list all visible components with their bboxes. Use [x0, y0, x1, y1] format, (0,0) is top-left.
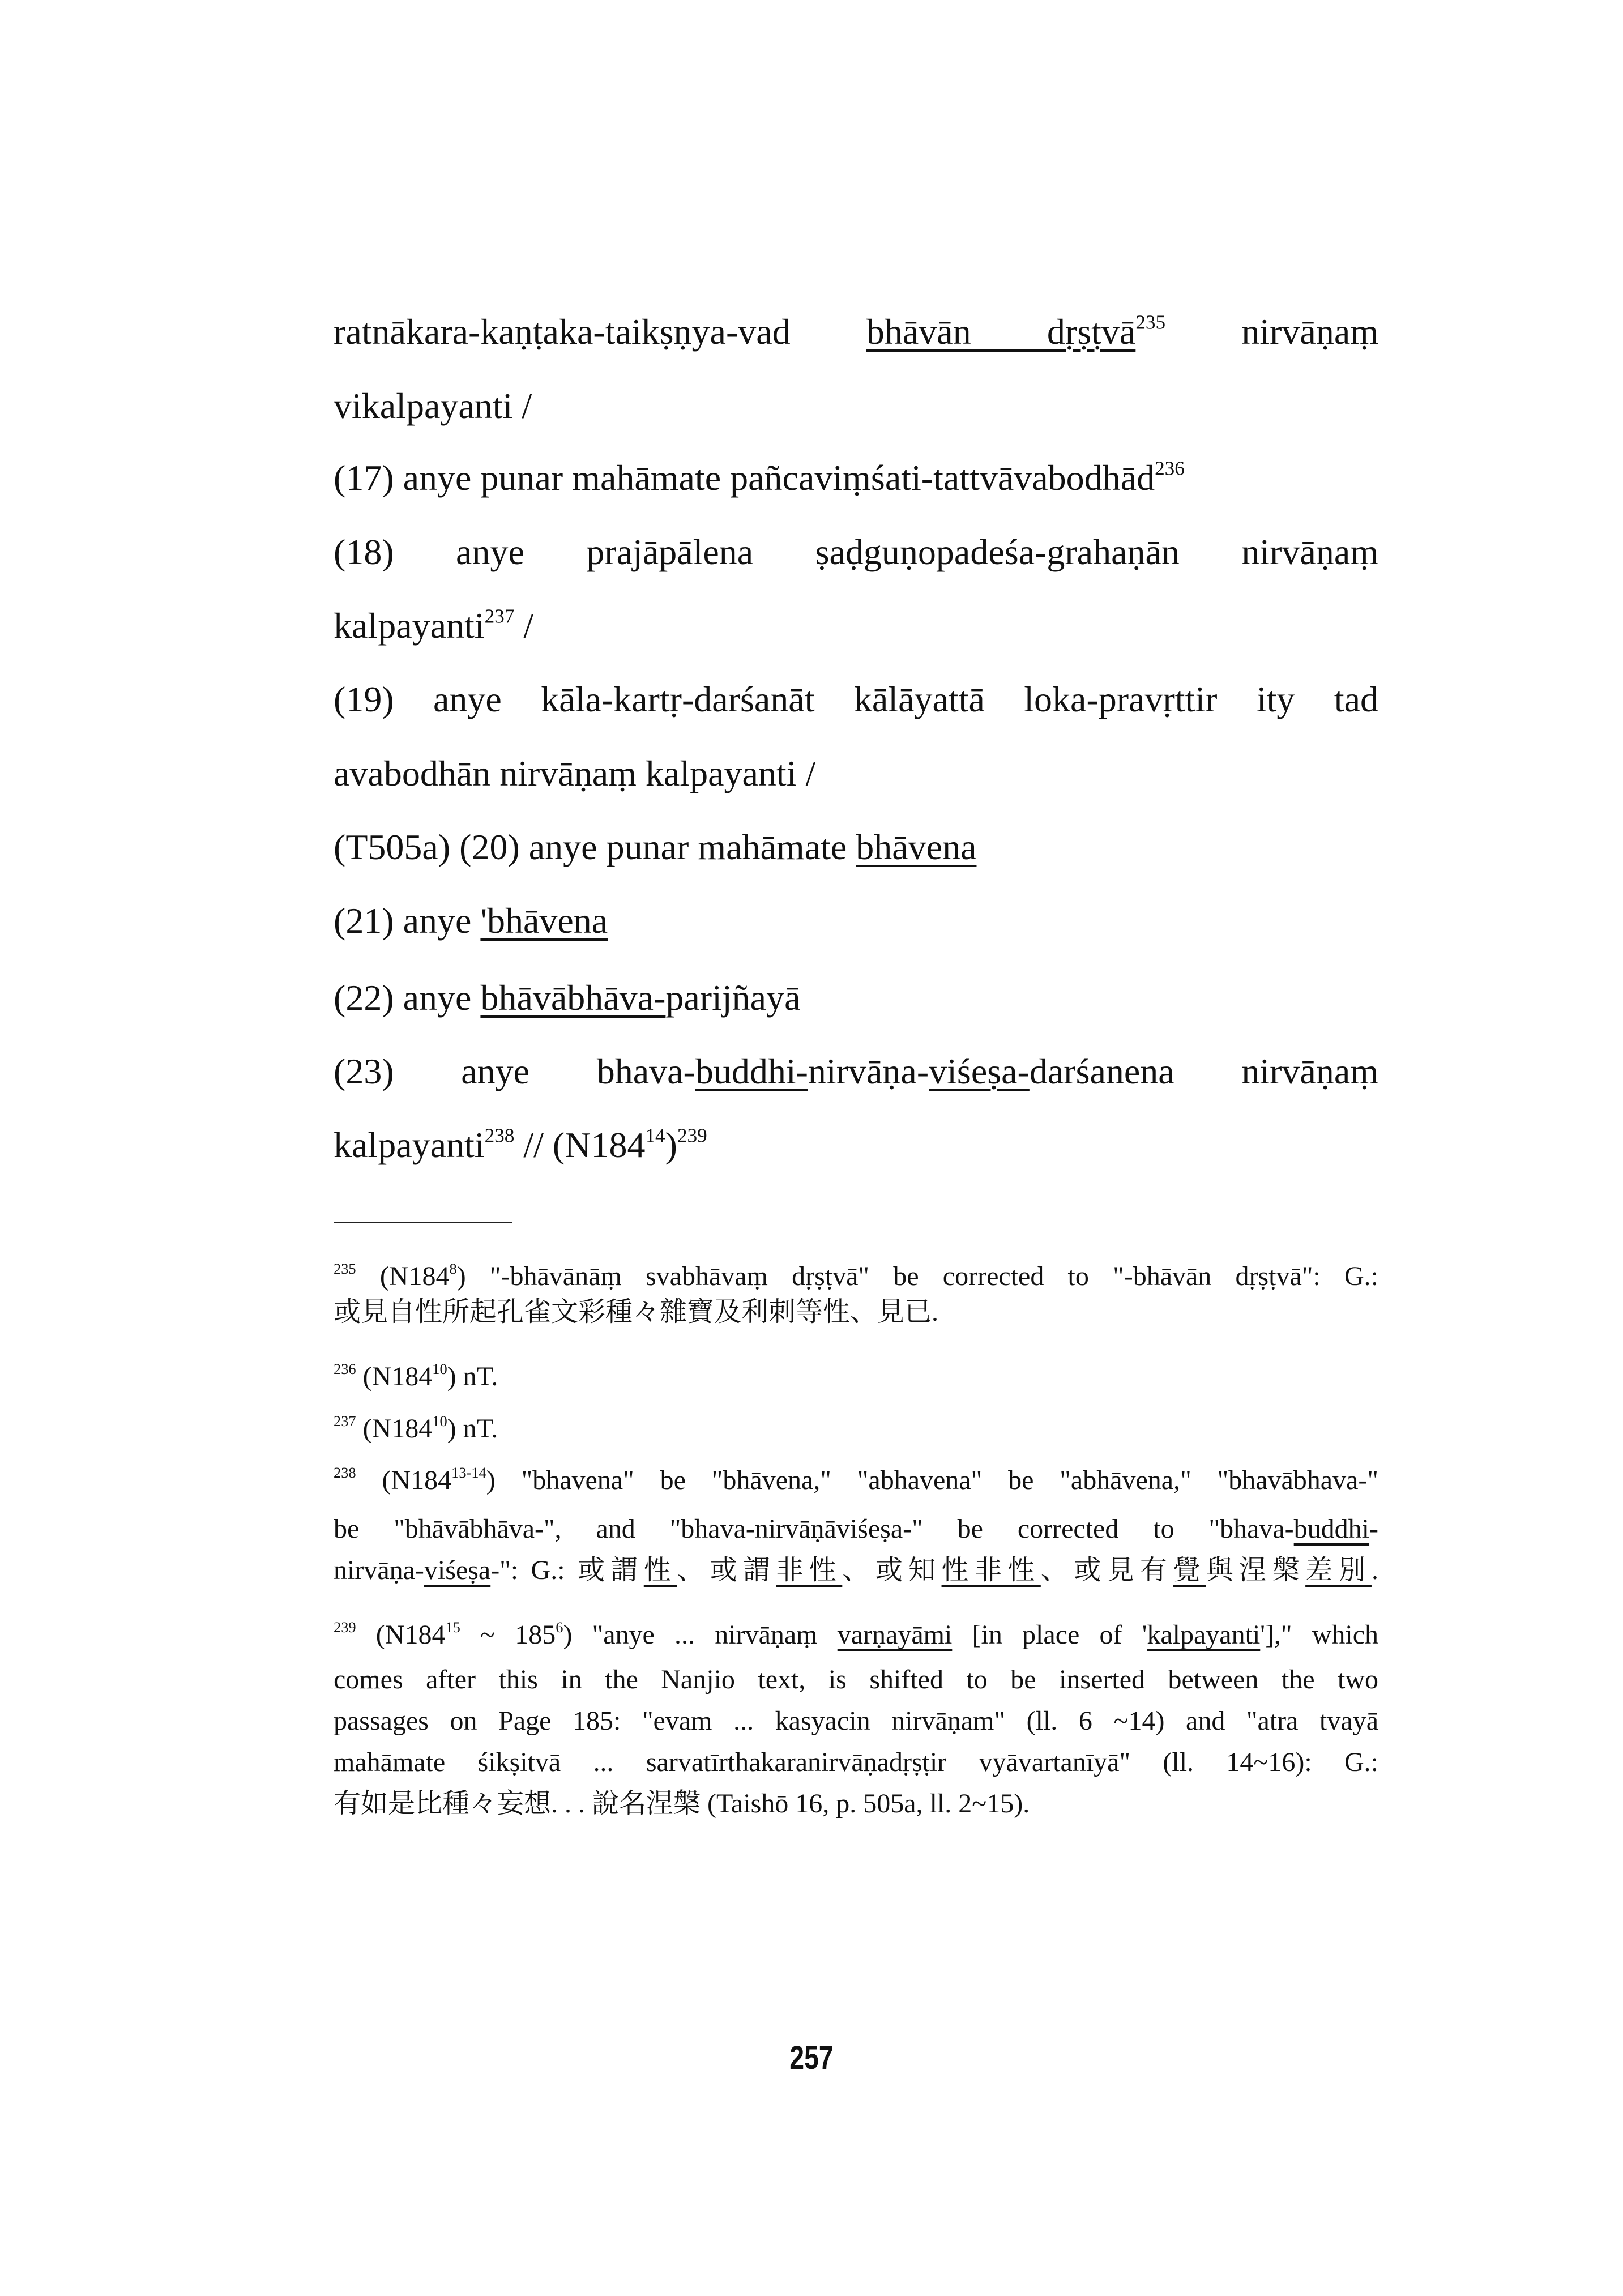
underlined-text: bhāvān dṛṣṭvā: [866, 311, 1136, 352]
text-segment: ) "anye ... nirvāṇaṃ: [563, 1620, 838, 1650]
underlined-text: bhāvena: [856, 827, 977, 867]
text-segment: passages on Page 185: "evam ... kasyacin nirvāṇam" (ll. 6 ~14) and "atra tvayā: [334, 1706, 1378, 1736]
main-text-line: [334, 1123, 1378, 1168]
footnote-line: [334, 1512, 1378, 1546]
main-text-line: [334, 383, 1378, 429]
main-text-line: [334, 975, 1378, 1021]
text-segment: ) "bhavena" be "bhāvena," "abhavena" be "abhāvena," "bhavābhava-": [486, 1465, 1378, 1495]
footnote-line: [334, 1618, 1378, 1652]
footnote-line: [334, 1704, 1378, 1738]
text-segment: 、或見有: [1040, 1555, 1173, 1585]
underlined-text: buddhi-: [695, 1051, 808, 1091]
superscript-reference: 15: [445, 1619, 460, 1636]
text-segment: 、或謂: [677, 1555, 776, 1585]
superscript-reference: 239: [334, 1619, 356, 1636]
footnote-line: [334, 1554, 1378, 1587]
main-text-line: [334, 455, 1378, 501]
text-segment: (19) anye kāla-kartṛ-darśanāt kālāyattā loka-pravṛttir ity tad: [334, 679, 1378, 719]
superscript-reference: 236: [1155, 457, 1185, 480]
underlined-text: 性: [643, 1555, 677, 1585]
main-text-line: [334, 530, 1378, 575]
superscript-reference: 235: [334, 1260, 356, 1278]
superscript-reference: 235: [1135, 311, 1166, 334]
superscript-reference: 10: [432, 1360, 447, 1378]
superscript-reference: 10: [432, 1412, 447, 1430]
underlined-text: 覺: [1173, 1555, 1206, 1585]
text-segment: nirvāṇa-: [808, 1051, 929, 1091]
text-segment: [in place of ': [952, 1620, 1147, 1650]
underlined-text: 'bhāvena: [480, 901, 608, 941]
superscript-reference: 238: [484, 1124, 515, 1147]
text-segment: darśanena nirvāṇaṃ: [1029, 1051, 1378, 1091]
main-text-line: [334, 309, 1378, 355]
text-segment: (N184: [356, 1465, 452, 1495]
text-segment: be "bhāvābhāva-", and "bhava-nirvāṇāviśeṣa-" be corrected to "bhava-: [334, 1514, 1294, 1544]
text-segment: (23) anye bhava-: [334, 1051, 695, 1091]
text-segment: mahāmate śikṣitvā ... sarvatīrthakaranirvāṇadṛṣṭir vyāvartanīyā" (ll. 14~16): G.:: [334, 1747, 1378, 1777]
text-segment: (22) anye: [334, 978, 481, 1018]
text-segment: kalpayanti: [334, 605, 485, 646]
text-segment: ) nT.: [447, 1362, 498, 1392]
underlined-text: viśeṣa-: [929, 1051, 1030, 1091]
superscript-reference: 237: [334, 1412, 356, 1430]
superscript-reference: 6: [556, 1619, 563, 1636]
underlined-text: viśeṣa: [424, 1555, 491, 1585]
text-segment: ) "-bhāvānāṃ svabhāvaṃ dṛṣṭvā" be corrected to "-bhāvān dṛṣṭvā": G.:: [456, 1261, 1378, 1291]
text-segment: ']," which: [1260, 1620, 1379, 1650]
text-segment: comes after this in the Nanjio text, is shifted to be inserted between the two: [334, 1665, 1378, 1695]
text-segment: -: [1369, 1514, 1378, 1544]
footnote-separator: [334, 1222, 512, 1223]
superscript-reference: 13-14: [451, 1464, 486, 1482]
underlined-text: buddhi: [1293, 1514, 1370, 1544]
superscript-reference: 239: [677, 1124, 707, 1147]
footnote-line: [334, 1787, 1378, 1821]
superscript-reference: 237: [484, 605, 515, 628]
footnote-line: [334, 1663, 1378, 1697]
underlined-text: 非性: [776, 1555, 843, 1585]
text-segment: (T505a) (20) anye punar mahāmate: [334, 827, 856, 867]
main-text-line: [334, 677, 1378, 722]
footnote-line: [334, 1295, 1378, 1329]
text-segment: // (N184: [514, 1125, 646, 1165]
text-segment: ratnākara-kaṇṭaka-taikṣṇya-vad: [334, 311, 866, 352]
underlined-text: varṇayāmi: [837, 1620, 953, 1650]
underlined-text: kalpayanti: [1147, 1620, 1261, 1650]
text-segment: (N184: [356, 1362, 433, 1392]
page-number: 257: [789, 2039, 834, 2076]
superscript-reference: 14: [645, 1124, 665, 1147]
text-segment: kalpayanti: [334, 1125, 485, 1165]
main-text-line: [334, 1049, 1378, 1094]
text-segment: (N184: [356, 1620, 446, 1650]
main-text-line: [334, 603, 1378, 648]
footnote-line: [334, 1260, 1378, 1294]
text-segment: ~ 185: [460, 1620, 556, 1650]
text-segment: (21) anye: [334, 901, 481, 941]
underlined-text: 差別: [1305, 1555, 1372, 1585]
text-segment: -": G.: 或謂: [490, 1555, 644, 1585]
text-segment: ): [665, 1125, 677, 1165]
text-segment: nirvāṇaṃ: [1165, 311, 1378, 352]
text-segment: nirvāṇa-: [334, 1555, 424, 1585]
underlined-text: bhāvābhāva-: [480, 978, 666, 1018]
superscript-reference: 8: [449, 1260, 457, 1278]
main-text-line: [334, 825, 1378, 870]
main-text-line: [334, 898, 1378, 944]
text-segment: avabodhān nirvāṇaṃ kalpayanti /: [334, 753, 816, 793]
text-segment: (N184: [356, 1261, 450, 1291]
text-segment: (N184: [356, 1414, 433, 1444]
text-segment: (17) anye punar mahāmate pañcaviṃśati-tattvāvabodhād: [334, 458, 1155, 498]
text-segment: 、或知: [842, 1555, 942, 1585]
footnote-line: [334, 1746, 1378, 1779]
footnote-line: [334, 1412, 1378, 1446]
underlined-text: 性非性: [941, 1555, 1041, 1585]
text-segment: ) nT.: [447, 1414, 498, 1444]
text-segment: 或見自性所起孔雀文彩種々雜寶及利刺等性、見已.: [334, 1297, 939, 1327]
text-segment: parijñayā: [665, 978, 801, 1018]
text-segment: /: [514, 605, 534, 646]
footnote-line: [334, 1463, 1378, 1497]
text-segment: (18) anye prajāpālena ṣaḍguṇopadeśa-grahaṇān nirvāṇaṃ: [334, 532, 1378, 572]
footnote-line: [334, 1360, 1378, 1394]
text-segment: 與涅槃: [1206, 1555, 1306, 1585]
superscript-reference: 238: [334, 1464, 356, 1482]
text-segment: vikalpayanti /: [334, 386, 532, 426]
text-segment: 有如是比種々妄想. . . 說名涅槃 (Taishō 16, p. 505a, ll. 2~15).: [334, 1789, 1030, 1819]
superscript-reference: 236: [334, 1360, 356, 1378]
main-text-line: [334, 751, 1378, 796]
text-segment: .: [1371, 1555, 1378, 1585]
